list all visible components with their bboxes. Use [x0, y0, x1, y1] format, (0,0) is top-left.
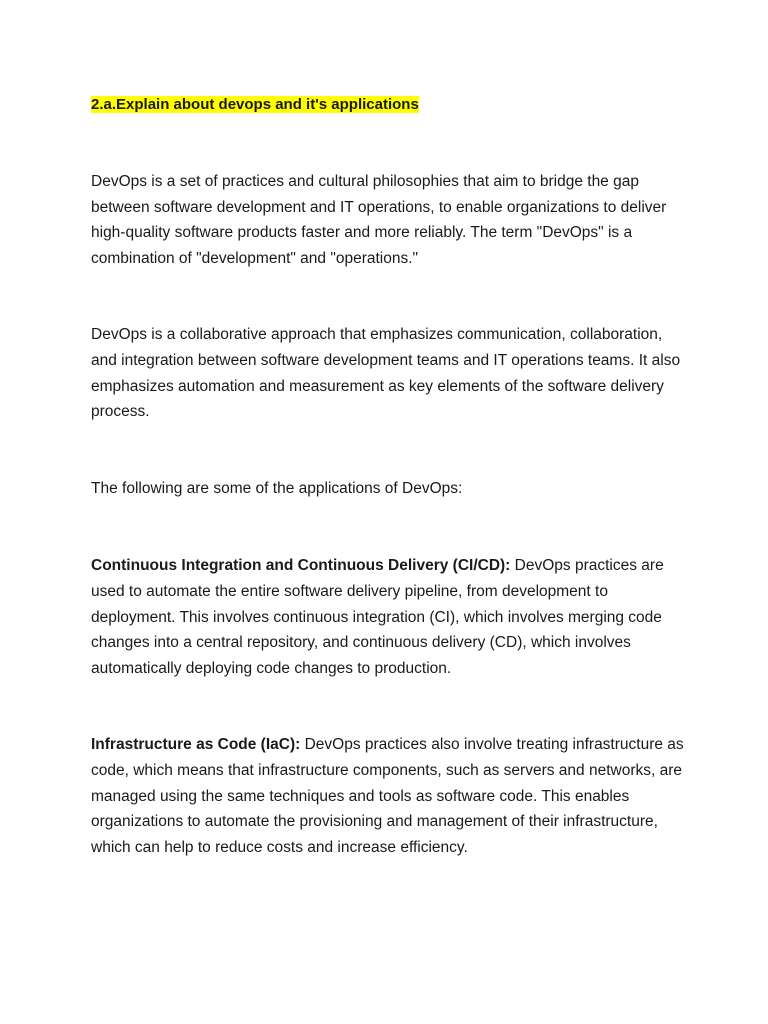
document-body	[91, 92, 691, 911]
application-text-iac: DevOps practices also involve treating infrastructure as code, which means that infrastructure components, such as servers and networks, are managed using the same techniques and tools as software code. This enables organizations to automate the provisioning and management of their infrastructure, which can help to reduce costs and increase efficiency.	[91, 736, 684, 856]
paragraph-applications-intro: The following are some of the applications of DevOps:	[91, 479, 463, 497]
paragraph-devops-approach: DevOps is a collaborative approach that emphasizes communication, collaboration, and integration between software development teams and IT operations teams. It also emphasizes automation and measurement as key elements of the software delivery process.	[91, 326, 681, 421]
application-term-iac: Infrastructure as Code (IaC):	[91, 736, 301, 754]
highlighted-heading: 2.a.Explain about devops and it's applications	[91, 96, 419, 113]
application-term-ci-cd: Continuous Integration and Continuous Delivery (CI/CD):	[91, 557, 511, 575]
paragraph-devops-definition: DevOps is a set of practices and cultural philosophies that aim to bridge the gap between software development and IT operations, to enable organizations to deliver high-quality software products faster and more reliably. The term "DevOps" is a combination of "development" and "operations."	[91, 173, 667, 267]
application-text-ci-cd: DevOps practices are used to automate the entire software delivery pipeline, from development to deployment. This involves continuous integration (CI), which involves merging code changes into a central repository, and continuous delivery (CD), which involves automatically deploying code changes to production.	[91, 557, 664, 677]
application-iac	[91, 732, 691, 860]
application-ci-cd	[91, 553, 691, 681]
heading-container	[91, 92, 691, 117]
